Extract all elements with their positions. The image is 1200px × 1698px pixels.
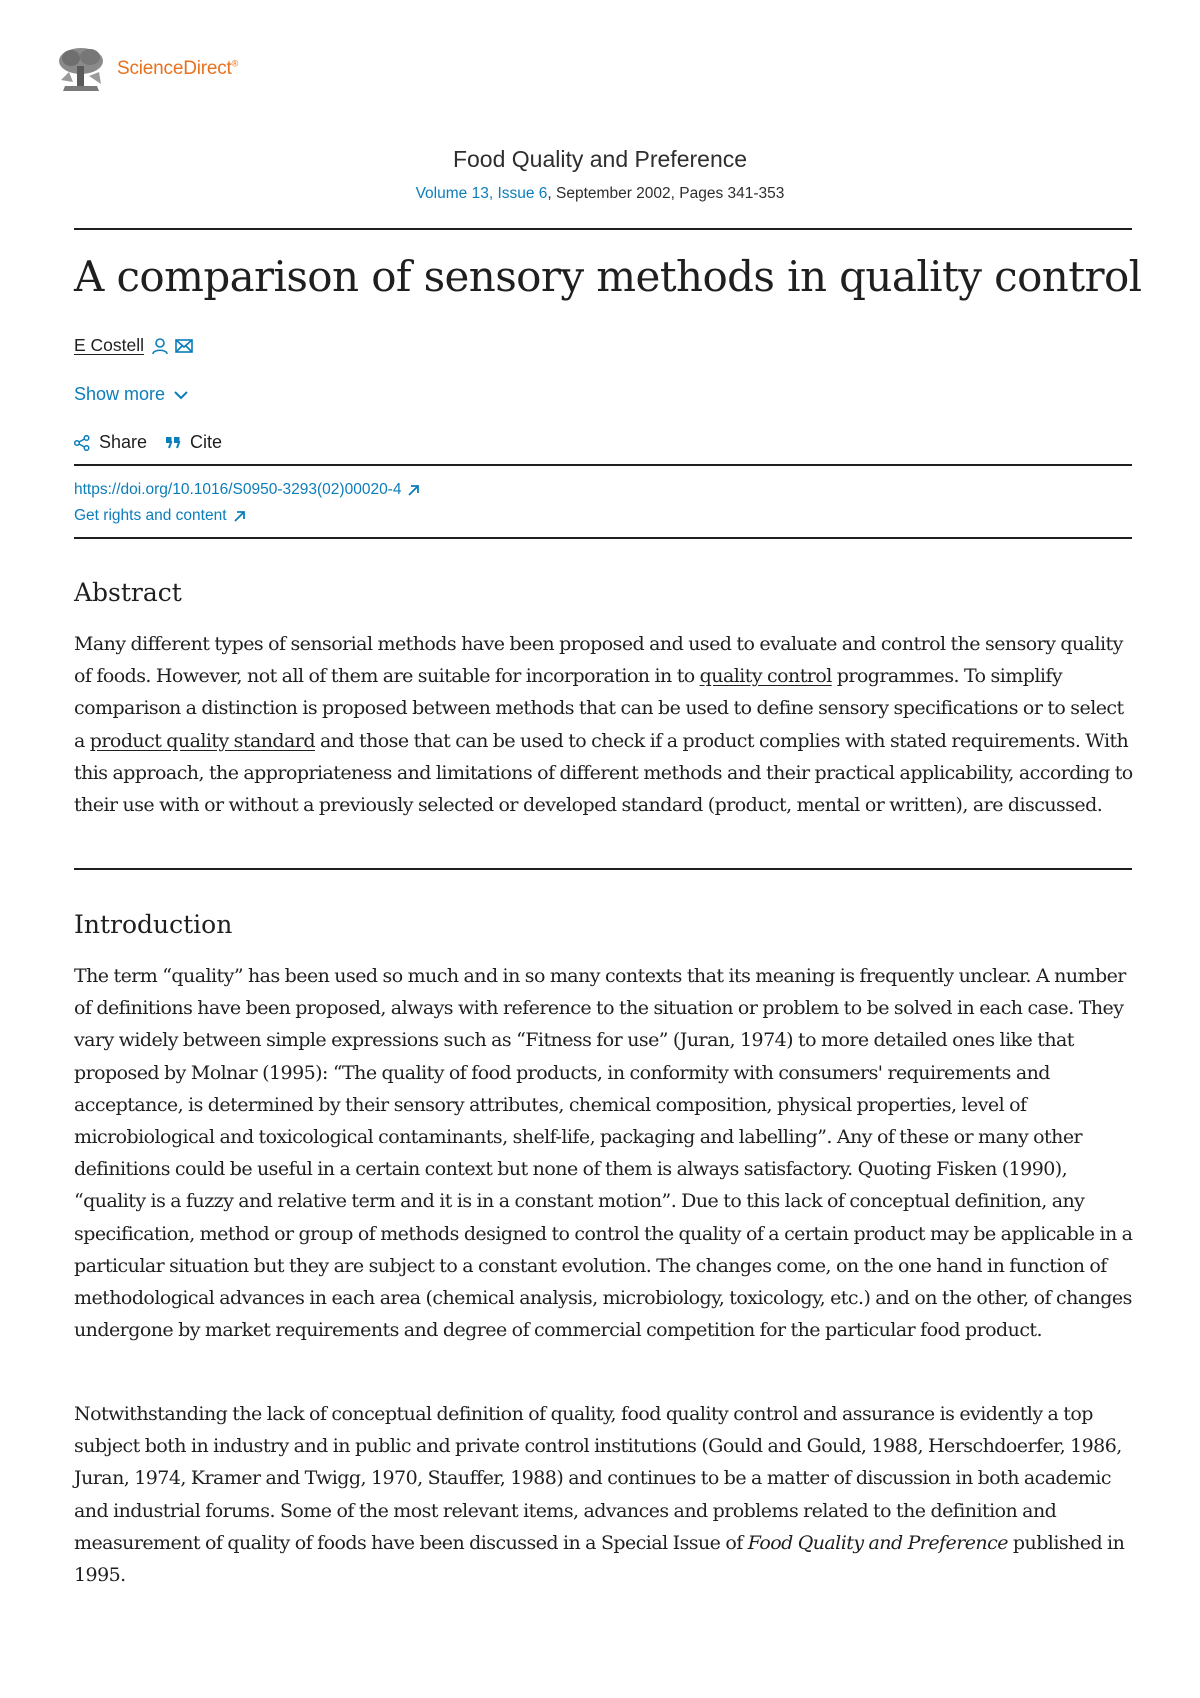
rights-text: Get rights and content xyxy=(74,507,227,524)
introduction-paragraph-2: Notwithstanding the lack of conceptual definition of quality, food quality control and assurance is evidently a top subject both in industry and in public and private control institutions (Gould and Gould, 1988, Herschdoerfer, 1986, Juran, 1974, Kramer and Twigg, 1970, Stauffer, 1988) and continues to be a matter of discussion in both academic and industrial forums. Some of the most relevant items, advances and problems related to the definition and measurement of quality of foods have been discussed in a Special Issue of Food Quality and Preference published in 1995. xyxy=(74,1403,1125,1587)
article-title: A comparison of sensory methods in quality control xyxy=(74,252,1142,301)
person-icon[interactable] xyxy=(150,336,170,356)
share-icon xyxy=(74,435,90,451)
external-link-icon xyxy=(407,484,420,497)
volume-issue-link[interactable]: Volume 13, Issue 6 xyxy=(415,185,548,202)
show-more-button[interactable] xyxy=(74,384,189,405)
share-button[interactable] xyxy=(74,432,147,453)
quality-control-link[interactable]: quality control xyxy=(699,665,832,688)
introduction-heading: Introduction xyxy=(74,910,233,939)
elsevier-tree-icon xyxy=(55,46,107,92)
external-link-icon xyxy=(233,510,246,523)
article-actions xyxy=(74,432,240,453)
divider xyxy=(74,464,1132,466)
quote-icon xyxy=(165,436,181,450)
abstract-heading: Abstract xyxy=(74,578,182,607)
journal-italic: Food Quality and Preference xyxy=(747,1531,1008,1554)
chevron-down-icon xyxy=(173,389,189,401)
show-more-label: Show more xyxy=(74,384,166,404)
doi-text: https://doi.org/10.1016/S0950-3293(02)00020-4 xyxy=(74,481,402,498)
product-quality-standard-link[interactable]: product quality standard xyxy=(89,729,315,752)
email-icon[interactable] xyxy=(174,336,194,356)
cite-button[interactable] xyxy=(165,432,222,453)
doi-link[interactable] xyxy=(74,481,420,499)
sciencedirect-logo[interactable]: ScienceDirect® xyxy=(55,46,238,92)
issue-info xyxy=(0,185,1200,203)
introduction-paragraph-1: The term “quality” has been used so much and in so many contexts that its meaning is frequently unclear. A number of definitions have been proposed, always with reference to the situation or problem to be solved in each case. They vary widely between simple expressions such as “Fitness for use” (Juran, 1974) to more detailed ones like that proposed by Molnar (1995): “The quality of food products, in conformity with consumers' requirements and acceptance, is determined by their sensory attributes, chemical composition, physical properties, level of microbiological and toxicological contaminants, shelf-life, packaging and labelling”. Any of these or many other definitions could be useful in a certain context but none of them is always satisfactory. Quoting Fisken (1990), “quality is a fuzzy and relative term and it is in a constant motion”. Due to this lack of conceptual definition, any specification, method or group of methods designed to control the quality of a certain product may be applicable in a particular situation but they are subject to a constant evolution. The changes come, on the one hand in function of methodological advances in each area (chemical analysis, microbiology, toxicology, etc.) and on the other, of changes undergone by market requirements and degree of commercial competition for the particular food product. xyxy=(74,965,1133,1342)
divider xyxy=(74,868,1132,870)
journal-title[interactable]: Food Quality and Preference xyxy=(452,146,748,172)
logo-text: ScienceDirect xyxy=(117,58,232,79)
divider xyxy=(74,537,1132,539)
rights-link[interactable] xyxy=(74,507,246,525)
issue-details: , September 2002, Pages 341-353 xyxy=(547,185,785,202)
divider xyxy=(74,228,1132,230)
abstract-paragraph: Many different types of sensorial methods have been proposed and used to evaluate and control the sensory quality of foods. However, not all of them are suitable for incorporation in to quality control programmes. To simplify comparison a distinction is proposed between methods that can be used to define sensory specifications or to select a product quality standard and those that can be used to check if a product complies with stated requirements. With this approach, the appropriateness and limitations of different methods and their practical applicability, according to their use with or without a previously selected or developed standard (product, mental or written), are discussed. xyxy=(74,633,1133,817)
author-name[interactable]: E Costell xyxy=(74,335,145,355)
share-label: Share xyxy=(99,432,148,452)
author-line xyxy=(74,335,194,356)
cite-label: Cite xyxy=(190,432,223,452)
